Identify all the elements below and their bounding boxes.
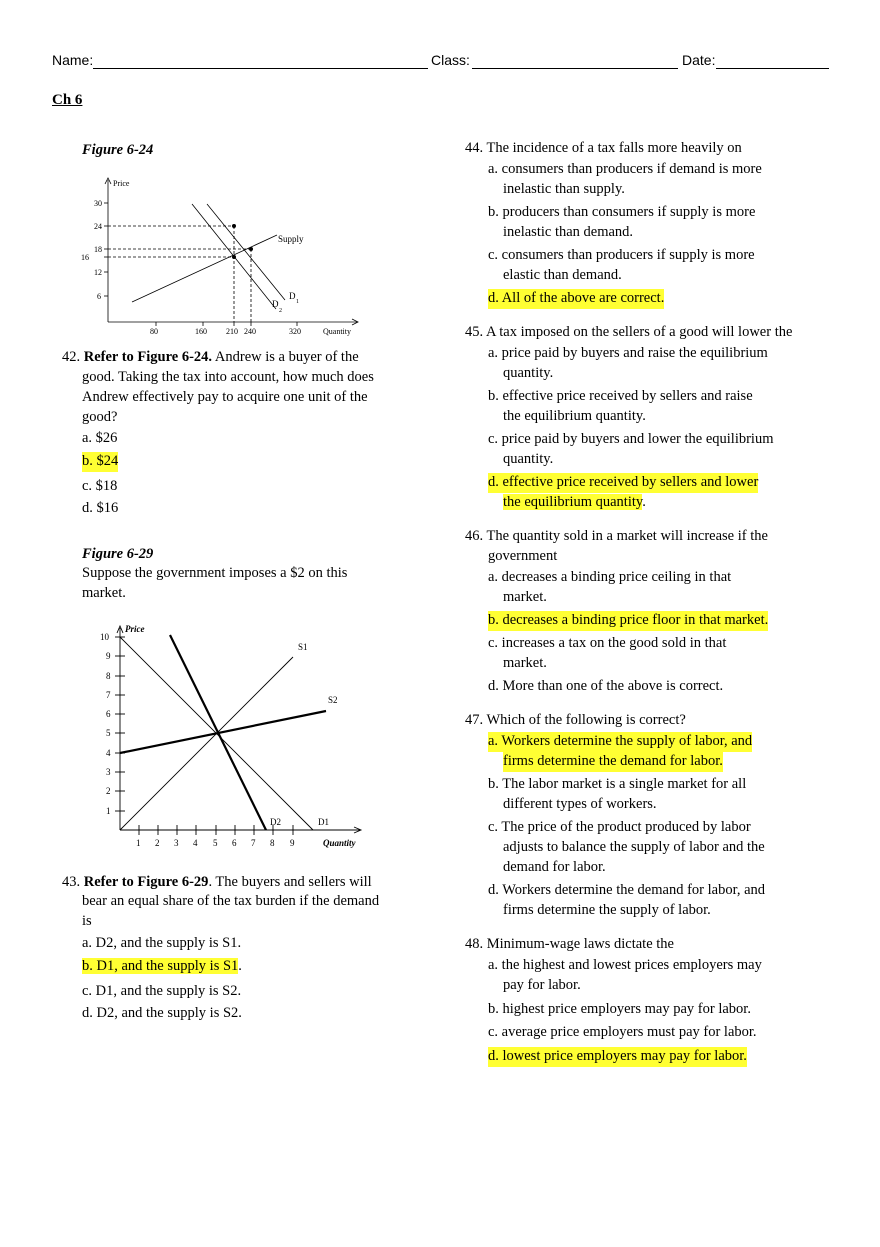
fig24-xtick: 320 bbox=[289, 327, 301, 336]
fig29-ytick: 9 bbox=[106, 651, 111, 661]
q43-option-d[interactable]: d. D2, and the supply is S2. bbox=[82, 1005, 242, 1021]
fig24-xtick: 80 bbox=[150, 327, 158, 336]
figure-29-desc: market. bbox=[82, 585, 126, 601]
q44-option-a[interactable]: a. consumers than producers if demand is more bbox=[488, 161, 762, 177]
figure-29-desc: Suppose the government imposes a $2 on this bbox=[82, 565, 348, 581]
q42-stem: 42. Refer to Figure 6-24. Andrew is a buyer of the bbox=[62, 349, 359, 365]
fig24-xtick: 210 bbox=[226, 327, 238, 336]
fig24-ytick: 6 bbox=[97, 292, 101, 301]
fig24-xtick: 240 bbox=[244, 327, 256, 336]
fig29-xtick: 8 bbox=[270, 838, 275, 848]
q46-option-d[interactable]: d. More than one of the above is correct. bbox=[488, 678, 724, 694]
class-label: Class: bbox=[431, 52, 470, 68]
q45-option-a[interactable]: a. price paid by buyers and raise the equilibrium bbox=[488, 345, 768, 361]
figure-29-title: Figure 6-29 bbox=[82, 546, 154, 562]
q46-option-b-answer[interactable]: b. decreases a binding price floor in that market. bbox=[488, 611, 768, 631]
q47-option-b-cont[interactable]: different types of workers. bbox=[503, 796, 657, 812]
fig29-ytick: 6 bbox=[106, 709, 111, 719]
date-field[interactable] bbox=[716, 68, 829, 69]
fig29-ytick: 7 bbox=[106, 690, 111, 700]
q43-option-b-answer[interactable]: b. D1, and the supply is S1. bbox=[82, 958, 242, 974]
q44-option-b[interactable]: b. producers than consumers if supply is more bbox=[488, 204, 756, 220]
q44-option-b-cont[interactable]: inelastic than demand. bbox=[503, 224, 634, 240]
q45-option-c[interactable]: c. price paid by buyers and lower the equilibrium bbox=[488, 431, 774, 447]
q45-option-d-cont[interactable]: the equilibrium quantity. bbox=[503, 494, 646, 510]
q42-stem-line: Andrew effectively pay to acquire one unit of the bbox=[82, 389, 368, 405]
fig24-supply-label: Supply bbox=[278, 234, 304, 244]
fig29-xtick: 5 bbox=[213, 838, 218, 848]
figure-24-chart bbox=[80, 172, 370, 344]
fig24-ytick: 18 bbox=[94, 245, 102, 254]
q46-option-a-cont[interactable]: market. bbox=[503, 589, 547, 605]
q48-stem: 48. Minimum-wage laws dictate the bbox=[465, 936, 674, 952]
fig29-ytick: 8 bbox=[106, 671, 111, 681]
q44-stem: 44. The incidence of a tax falls more heavily on bbox=[465, 140, 742, 156]
q44-option-c-cont[interactable]: elastic than demand. bbox=[503, 267, 622, 283]
q47-option-a-answer[interactable]: a. Workers determine the supply of labor, and bbox=[488, 732, 752, 752]
q43-option-a[interactable]: a. D2, and the supply is S1. bbox=[82, 935, 242, 951]
q42-option-c[interactable]: c. $18 bbox=[82, 478, 118, 494]
q47-option-d[interactable]: d. Workers determine the demand for labor, and bbox=[488, 882, 766, 898]
fig29-xtick: 3 bbox=[174, 838, 179, 848]
chapter-title: Ch 6 bbox=[52, 92, 83, 108]
q46-stem: 46. The quantity sold in a market will increase if the bbox=[465, 528, 768, 544]
q46-option-c[interactable]: c. increases a tax on the good sold in that bbox=[488, 635, 727, 651]
q45-option-a-cont[interactable]: quantity. bbox=[503, 365, 554, 381]
q44-option-d-answer[interactable]: d. All of the above are correct. bbox=[488, 289, 664, 309]
fig29-d1-label: D1 bbox=[318, 817, 329, 827]
fig24-ytick: 30 bbox=[94, 199, 102, 208]
q43-stem-line: bear an equal share of the tax burden if the demand bbox=[82, 893, 380, 909]
fig29-xlabel: Quantity bbox=[323, 838, 356, 848]
q45-option-b[interactable]: b. effective price received by sellers and raise bbox=[488, 388, 753, 404]
q47-option-c-cont[interactable]: adjusts to balance the supply of labor and the bbox=[503, 839, 765, 855]
q46-option-a[interactable]: a. decreases a binding price ceiling in that bbox=[488, 569, 732, 585]
q43-option-c[interactable]: c. D1, and the supply is S2. bbox=[82, 983, 242, 999]
q47-stem: 47. Which of the following is correct? bbox=[465, 712, 686, 728]
date-label: Date: bbox=[682, 52, 716, 68]
fig24-d1-label: D bbox=[289, 291, 296, 301]
q42-stem-line: good. Taking the tax into account, how much does bbox=[82, 369, 374, 385]
q42-option-b-answer[interactable]: b. $24 bbox=[82, 452, 118, 472]
q45-option-c-cont[interactable]: quantity. bbox=[503, 451, 554, 467]
q48-option-b[interactable]: b. highest price employers may pay for labor. bbox=[488, 1001, 751, 1017]
fig29-ytick: 3 bbox=[106, 767, 111, 777]
fig29-ytick: 2 bbox=[106, 786, 111, 796]
q42-option-d[interactable]: d. $16 bbox=[82, 500, 119, 516]
fig24-d1-sub: 1 bbox=[296, 299, 299, 305]
q48-option-c[interactable]: c. average price employers must pay for labor. bbox=[488, 1024, 757, 1040]
class-field[interactable] bbox=[472, 68, 678, 69]
fig29-ytick: 10 bbox=[100, 632, 109, 642]
q47-option-d-cont[interactable]: firms determine the supply of labor. bbox=[503, 902, 711, 918]
q47-option-b[interactable]: b. The labor market is a single market for all bbox=[488, 776, 747, 792]
fig29-xtick: 4 bbox=[193, 838, 198, 848]
figure-24-title: Figure 6-24 bbox=[82, 142, 154, 158]
q43-stem-line: is bbox=[82, 913, 92, 929]
fig29-ytick: 5 bbox=[106, 728, 111, 738]
q47-option-c-cont[interactable]: demand for labor. bbox=[503, 859, 606, 875]
fig29-xtick: 1 bbox=[136, 838, 141, 848]
fig29-s1-label: S1 bbox=[298, 642, 308, 652]
fig29-d2-label: D2 bbox=[270, 817, 281, 827]
fig24-xlabel: Quantity bbox=[323, 327, 351, 336]
q46-stem-line: government bbox=[488, 548, 558, 564]
fig24-xtick: 160 bbox=[195, 327, 207, 336]
fig29-ytick: 1 bbox=[106, 806, 111, 816]
fig24-ytick: 16 bbox=[81, 253, 89, 262]
fig29-xtick: 7 bbox=[251, 838, 256, 848]
fig24-d2-sub: 2 bbox=[279, 308, 282, 314]
fig24-d2-label: D bbox=[272, 299, 279, 309]
q43-stem: 43. Refer to Figure 6-29. The buyers and sellers will bbox=[62, 874, 372, 890]
q42-option-a[interactable]: a. $26 bbox=[82, 430, 118, 446]
fig29-xtick: 6 bbox=[232, 838, 237, 848]
fig24-ytick: 24 bbox=[94, 222, 102, 231]
name-field[interactable] bbox=[93, 68, 428, 69]
q42-stem-line: good? bbox=[82, 409, 118, 425]
fig29-xtick: 2 bbox=[155, 838, 160, 848]
q45-option-b-cont[interactable]: the equilibrium quantity. bbox=[503, 408, 646, 424]
fig29-xtick: 9 bbox=[290, 838, 295, 848]
q45-option-d-answer[interactable]: d. effective price received by sellers and lower bbox=[488, 473, 758, 493]
q44-option-c[interactable]: c. consumers than producers if supply is more bbox=[488, 247, 755, 263]
q48-option-d-answer[interactable]: d. lowest price employers may pay for labor. bbox=[488, 1047, 747, 1067]
q47-option-a-cont[interactable]: firms determine the demand for labor. bbox=[503, 752, 723, 772]
q45-stem: 45. A tax imposed on the sellers of a good will lower the bbox=[465, 324, 793, 340]
figure-29-chart bbox=[90, 620, 370, 852]
fig29-ylabel: Price bbox=[125, 624, 145, 634]
fig29-ytick: 4 bbox=[106, 748, 111, 758]
q46-option-c-cont[interactable]: market. bbox=[503, 655, 547, 671]
name-label: Name: bbox=[52, 52, 94, 68]
fig24-ytick: 12 bbox=[94, 268, 102, 277]
fig24-ylabel: Price bbox=[113, 179, 130, 188]
fig29-s2-label: S2 bbox=[328, 695, 338, 705]
q47-option-c[interactable]: c. The price of the product produced by labor bbox=[488, 819, 751, 835]
q44-option-a-cont[interactable]: inelastic than supply. bbox=[503, 181, 625, 197]
q48-option-a-cont[interactable]: pay for labor. bbox=[503, 977, 581, 993]
q48-option-a[interactable]: a. the highest and lowest prices employers may bbox=[488, 957, 762, 973]
